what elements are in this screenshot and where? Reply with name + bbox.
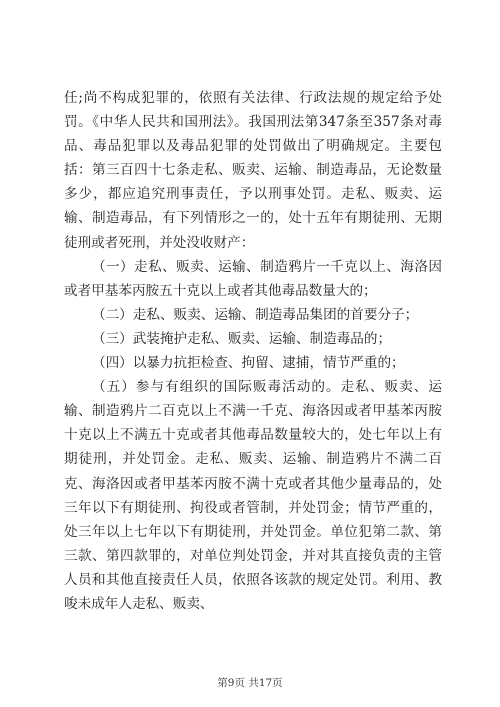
paragraph-item-2: （二）走私、贩卖、运输、制造毒品集团的首要分子； — [92, 306, 419, 323]
page-number-label: 第9页 共17页 — [217, 677, 283, 689]
paragraph-item-4: （四）以暴力抗拒检查、拘留、逮捕，情节严重的； — [92, 355, 405, 372]
paragraph-item-5: （五）参与有组织的国际贩毒活动的。走私、贩卖、运输、制造鸦片二百克以上不满一千克、海洛因或者甲基苯丙胺十克以上不满五十克或者其他毒品数量较大的，处七年以上有期徒刑，并处罚金。走私、贩卖、运输、制造鸦片不满二百克、海洛因或者甲基苯丙胺不满十克或者其他少量毒品的，处三年以下有期徒刑、拘役或者管制，并处罚金；情节严重的，处三年以上七年以下有期徒刑，并处罚金。单位犯第二款、第三款、第四款罪的，对单位判处罚金，并对其直接负责的主管人员和其他直接责任人员，依照各该款的规定处罚。利用、教唆未成年人走私、贩卖、 — [64, 379, 442, 612]
paragraph-item-1: （一）走私、贩卖、运输、制造鸦片一千克以上、海洛因或者甲基苯丙胺五十克以上或者其他毒品数量大的； — [64, 258, 442, 299]
document-body — [64, 86, 442, 616]
page-footer — [0, 676, 500, 690]
paragraph-item-3: （三）武装掩护走私、贩卖、运输、制造毒品的； — [92, 330, 392, 347]
paragraph-continued: 任;尚不构成犯罪的，依照有关法律、行政法规的规定给予处罚。《中华人民共和国刑法》。我国刑法第347条至357条对毒品、毒品犯罪以及毒品犯罪的处罚做出了明确规定。主要包括：第三百四十七条走私、贩卖、运输、制造毒品，无论数量多少，都应追究刑事责任，予以刑事处罚。走私、贩卖、运输、制造毒品，有下列情形之一的，处十五年有期徒刑、无期徒刑或者死刑，并处没收财产： — [64, 90, 442, 251]
